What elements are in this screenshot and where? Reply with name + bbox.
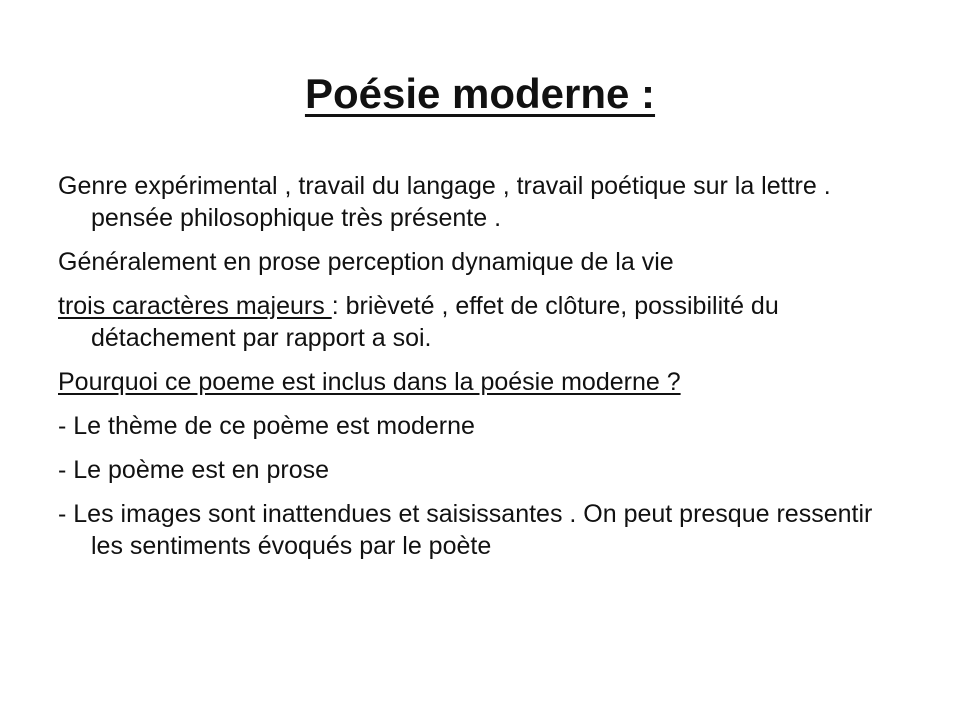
caracteres-heading: trois caractères majeurs [58, 292, 332, 320]
bullet-theme: - Le thème de ce poème est moderne [58, 412, 475, 440]
caracteres-list: : brièveté , effet de clôture, possibilité du détachement par rapport a soi. [91, 292, 779, 352]
paragraph-caracteres [58, 290, 908, 354]
paragraph-prose: Généralement en prose perception dynamique de la vie [58, 248, 674, 276]
slide-body [58, 170, 908, 574]
bullet-prose: - Le poème est en prose [58, 456, 329, 484]
bullet-images: - Les images sont inattendues et saisissantes . On peut presque ressentir les sentiments évoqués par le poète [58, 500, 873, 560]
paragraph-genre: Genre expérimental , travail du langage , travail poétique sur la lettre . pensée philosophique très présente . [58, 172, 831, 232]
question-heading: Pourquoi ce poeme est inclus dans la poésie moderne ? [58, 368, 681, 396]
slide-title: Poésie moderne : [304, 70, 656, 117]
